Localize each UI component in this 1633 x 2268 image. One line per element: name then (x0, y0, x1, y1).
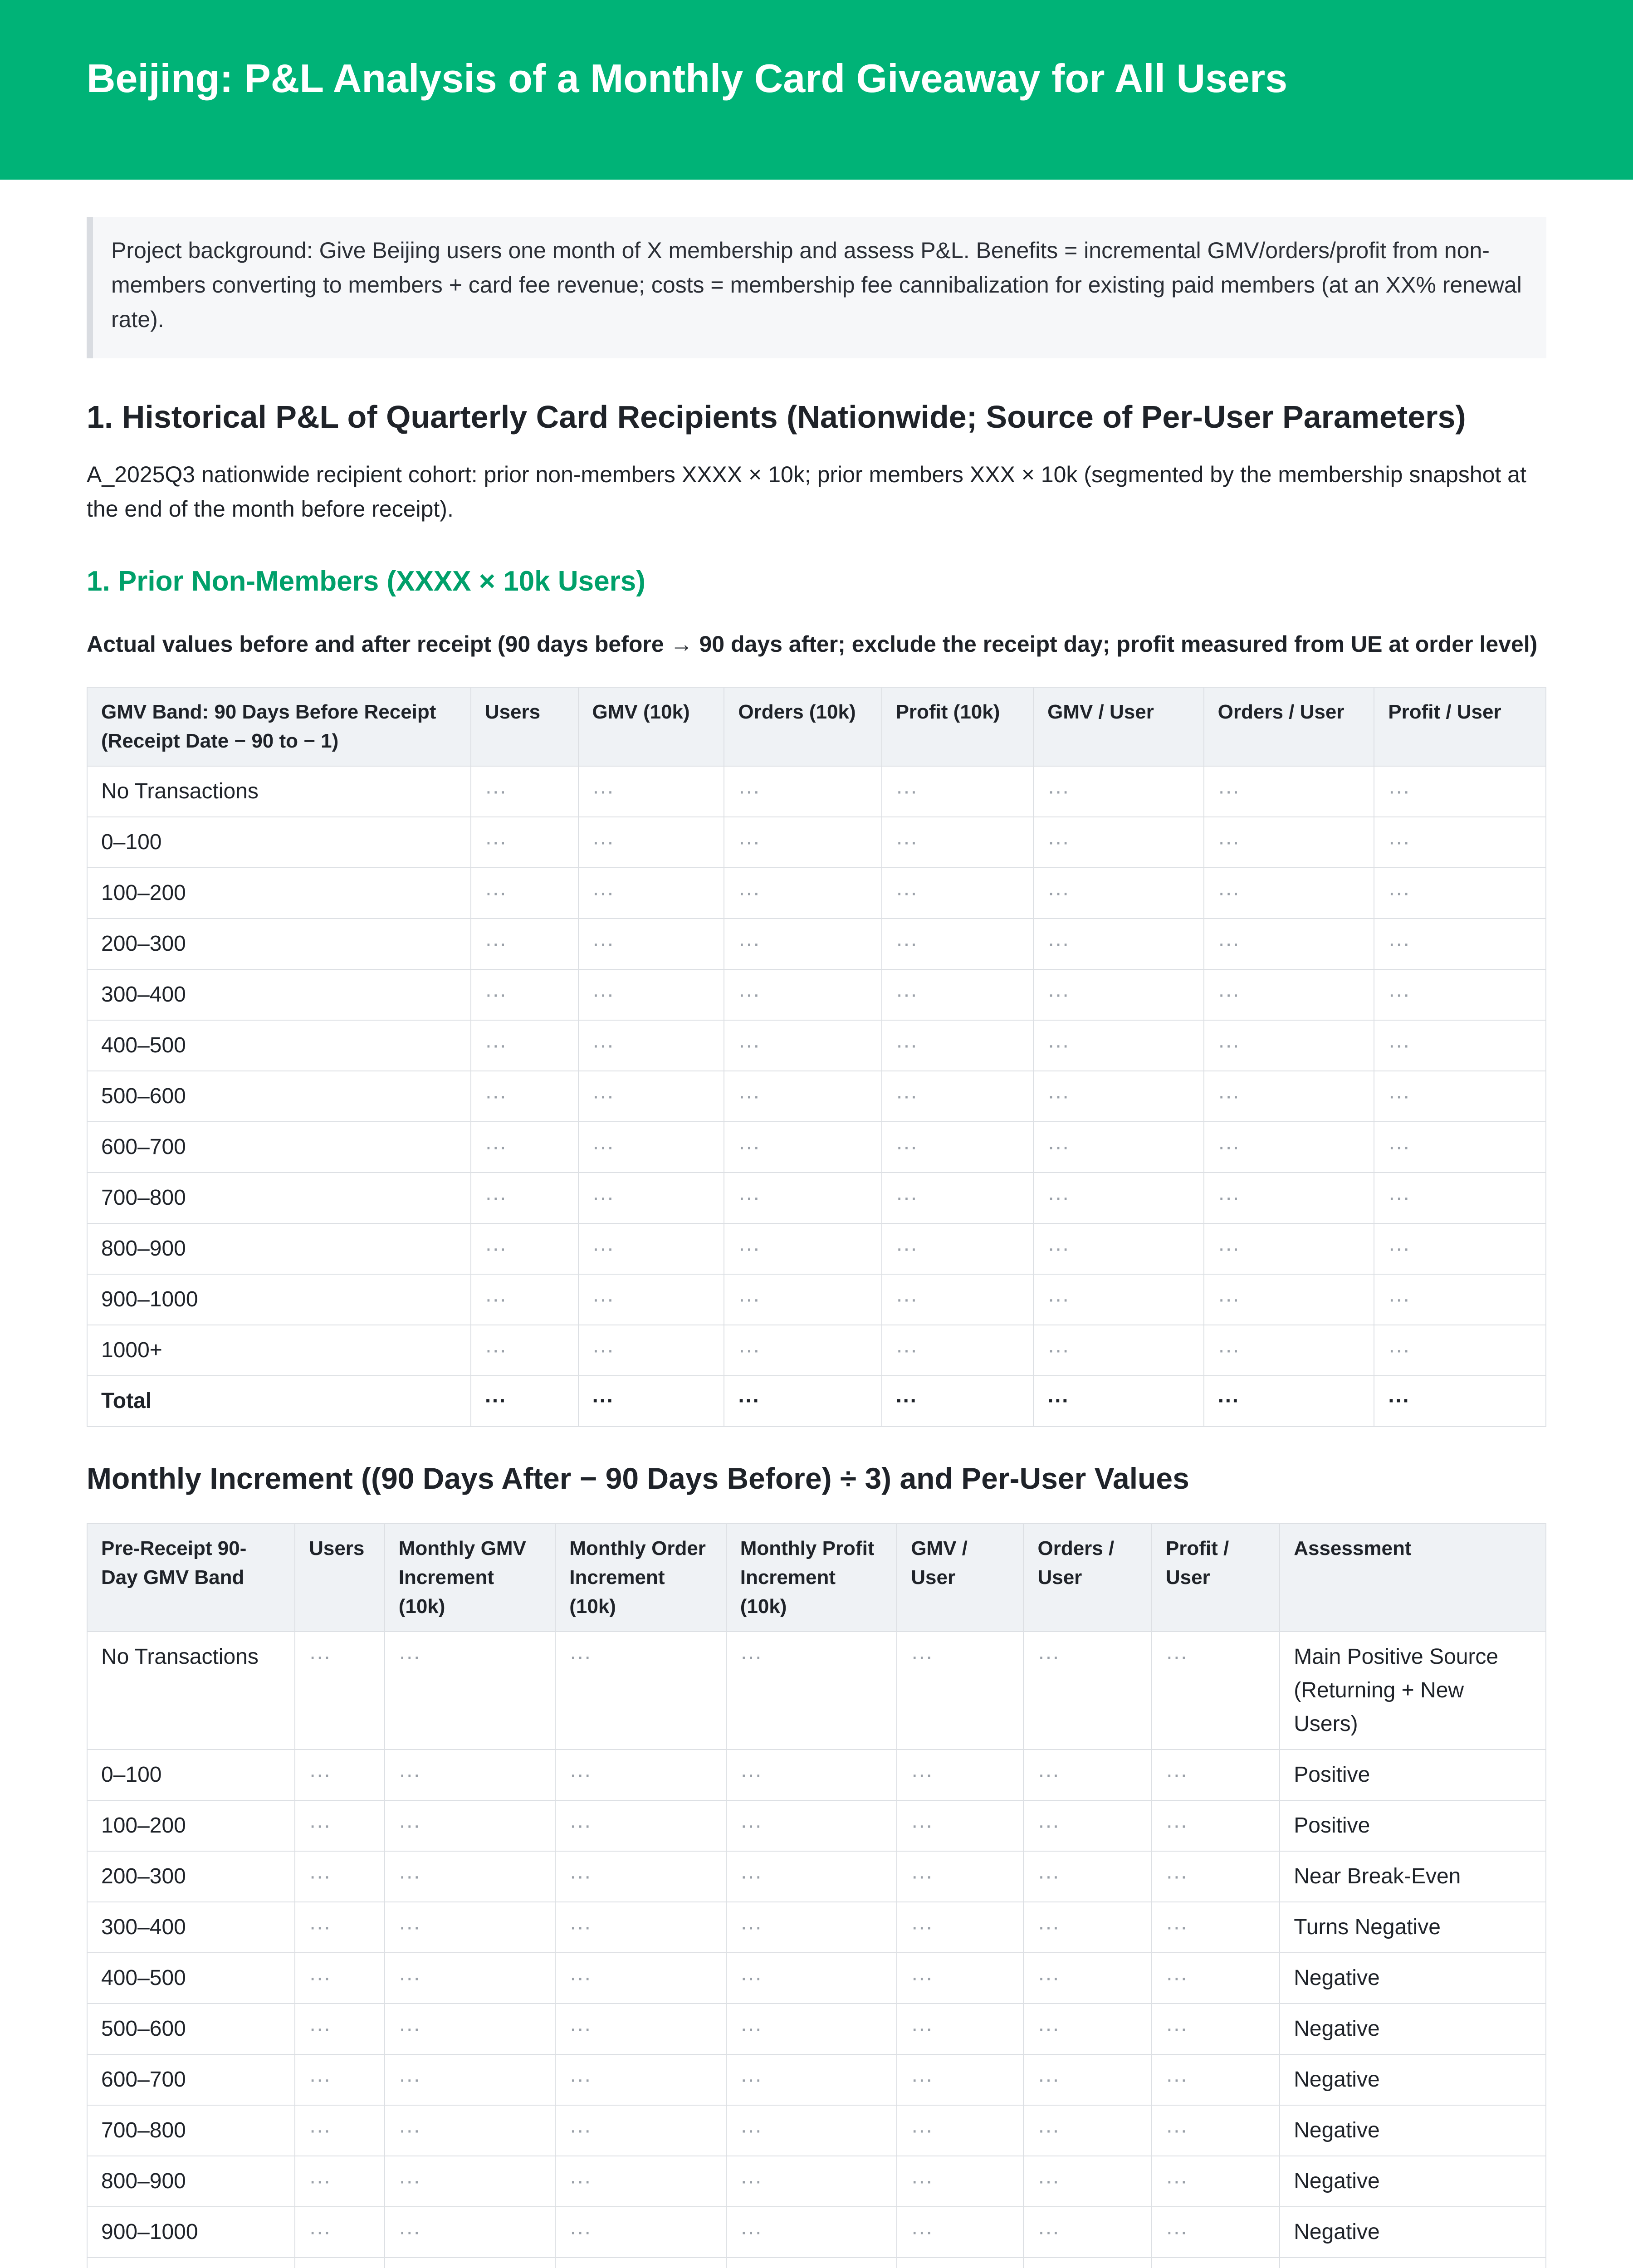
table-cell: ··· (724, 1376, 881, 1427)
table-cell: Negative (1280, 1953, 1546, 2004)
row-label-cell: 300–400 (87, 969, 471, 1020)
table-row (87, 1071, 1546, 1122)
page-title: Beijing: P&L Analysis of a Monthly Card Giveaway for All Users (87, 56, 1288, 101)
table-cell: ··· (1023, 2105, 1151, 2156)
table-cell: ··· (726, 2105, 897, 2156)
table-cell: ··· (555, 1800, 726, 1851)
table-cell: ··· (1152, 2105, 1280, 2156)
table-cell: ··· (882, 766, 1034, 817)
row-label-cell: No Transactions (87, 766, 471, 817)
table2-title: Monthly Increment ((90 Days After − 90 Days Before) ÷ 3) and Per-User Values (87, 1461, 1189, 1495)
row-label-cell: 600–700 (87, 1122, 471, 1173)
table-cell: ··· (555, 1632, 726, 1750)
table-cell: ··· (1033, 1274, 1204, 1325)
table-cell: ··· (724, 1020, 881, 1071)
table-header-row (87, 1524, 1546, 1632)
table-cell: ··· (1374, 1173, 1546, 1223)
table-cell: ··· (882, 1325, 1034, 1376)
table-cell: ··· (1033, 1020, 1204, 1071)
table-cell: ··· (726, 1800, 897, 1851)
table-cell: ··· (1023, 2054, 1151, 2105)
report-content (87, 180, 1546, 2268)
table-cell: ··· (882, 1376, 1034, 1427)
row-label-cell: 200–300 (87, 1851, 295, 1902)
column-header: GMV Band: 90 Days Before Receipt (Receipt Date − 90 to − 1) (87, 687, 471, 766)
table-cell: ··· (295, 1632, 385, 1750)
table-cell: ··· (897, 1902, 1023, 1953)
table-cell: ··· (726, 1750, 897, 1800)
table-cell: ··· (1152, 2156, 1280, 2207)
table-cell: ··· (1033, 1071, 1204, 1122)
table-cell: ··· (295, 2156, 385, 2207)
table-row (87, 2105, 1546, 2156)
table-cell: ··· (726, 1953, 897, 2004)
table-cell: ··· (295, 2207, 385, 2258)
table-cell: ··· (578, 1173, 724, 1223)
table-cell: ··· (295, 2105, 385, 2156)
table-row (87, 969, 1546, 1020)
table-cell: ··· (724, 1122, 881, 1173)
table-cell: ··· (578, 1122, 724, 1173)
table-cell: ··· (897, 1632, 1023, 1750)
table-cell: ··· (897, 1800, 1023, 1851)
table-cell: ··· (471, 868, 578, 919)
table-row (87, 1632, 1546, 1750)
table-cell: ··· (385, 2004, 556, 2054)
column-header: Orders / User (1204, 687, 1374, 766)
table-cell: ··· (578, 1071, 724, 1122)
table-cell: ··· (1023, 1800, 1151, 1851)
table-cell: ··· (1374, 1020, 1546, 1071)
table-cell: ··· (471, 817, 578, 868)
table-cell: ··· (1033, 969, 1204, 1020)
row-label-cell: 800–900 (87, 1223, 471, 1274)
row-label-cell: 900–1000 (87, 1274, 471, 1325)
table-cell: ··· (882, 1122, 1034, 1173)
table-cell: ··· (724, 1223, 881, 1274)
table-cell: ··· (1204, 1122, 1374, 1173)
table-cell (726, 2258, 897, 2268)
table-cell: ··· (1204, 919, 1374, 969)
table-cell: ··· (882, 868, 1034, 919)
table-cell: ··· (1374, 1122, 1546, 1173)
table-cell: Negative (1280, 2004, 1546, 2054)
table-cell: ··· (1023, 1902, 1151, 1953)
table-cell: ··· (1374, 817, 1546, 868)
row-label-cell: 700–800 (87, 1173, 471, 1223)
table-cell: ··· (1023, 2156, 1151, 2207)
table-cell: ··· (385, 2207, 556, 2258)
table-row (87, 817, 1546, 868)
table-cell: ··· (471, 766, 578, 817)
table-cell: ··· (882, 1223, 1034, 1274)
table-cell: ··· (578, 919, 724, 969)
table-cell: ··· (724, 1173, 881, 1223)
table-cell: ··· (471, 1325, 578, 1376)
table-cell: ··· (1033, 1223, 1204, 1274)
table-cell: ··· (295, 1800, 385, 1851)
table-cell: ··· (555, 2207, 726, 2258)
row-label-cell (87, 2258, 295, 2268)
table-cell: ··· (1204, 1325, 1374, 1376)
table-cell: ··· (555, 2004, 726, 2054)
column-header: Monthly Profit Increment (10k) (726, 1524, 897, 1632)
table-row (87, 1851, 1546, 1902)
table-cell: ··· (882, 1020, 1034, 1071)
nonmembers-heading: 1. Prior Non-Members (XXXX × 10k Users) (87, 566, 645, 597)
table-cell: ··· (1204, 1071, 1374, 1122)
table-cell: ··· (1023, 1632, 1151, 1750)
table-cell: ··· (726, 2156, 897, 2207)
table-cell: ··· (385, 2105, 556, 2156)
column-header: Users (295, 1524, 385, 1632)
table-cell: ··· (1033, 1173, 1204, 1223)
table-cell: ··· (882, 969, 1034, 1020)
column-header: Users (471, 687, 578, 766)
column-header: Profit / User (1374, 687, 1546, 766)
table-cell: ··· (1152, 1902, 1280, 1953)
column-header: Monthly GMV Increment (10k) (385, 1524, 556, 1632)
title-banner (0, 0, 1633, 180)
table-cell: ··· (471, 1376, 578, 1427)
table-cell: ··· (1204, 1274, 1374, 1325)
table-cell: ··· (1152, 1632, 1280, 1750)
row-label-cell: 800–900 (87, 2156, 295, 2207)
table-cell: ··· (295, 1953, 385, 2004)
table-cell: ··· (1033, 1376, 1204, 1427)
actual-values-table (87, 687, 1546, 1427)
monthly-increment-table (87, 1523, 1546, 2268)
table-cell: ··· (724, 1274, 881, 1325)
table-cell: ··· (882, 1274, 1034, 1325)
table-cell: Negative (1280, 2105, 1546, 2156)
table-cell: ··· (555, 2156, 726, 2207)
table-cell: ··· (1374, 1274, 1546, 1325)
table-cell: ··· (897, 2156, 1023, 2207)
row-label-cell: Total (87, 1376, 471, 1427)
row-label-cell: 900–1000 (87, 2207, 295, 2258)
table-cell (555, 2258, 726, 2268)
table-cell: Positive (1280, 1750, 1546, 1800)
table-cell: ··· (578, 1376, 724, 1427)
table-cell: ··· (1204, 969, 1374, 1020)
table-cell: Negative (1280, 2156, 1546, 2207)
table-row (87, 1953, 1546, 2004)
table-cell: ··· (471, 919, 578, 969)
row-label-cell: 400–500 (87, 1020, 471, 1071)
table-cell: ··· (1152, 1750, 1280, 1800)
table-cell: ··· (1023, 1750, 1151, 1800)
table-cell: ··· (1033, 817, 1204, 868)
table-cell: ··· (385, 1800, 556, 1851)
table-cell: ··· (726, 2054, 897, 2105)
table-row (87, 1902, 1546, 1953)
table1-title: Actual values before and after receipt (90 days before → 90 days after; exclude the receipt day; profit measured from UE at order level) (87, 631, 1538, 657)
table-cell: ··· (1374, 1376, 1546, 1427)
table-cell: ··· (1374, 919, 1546, 969)
column-header: Profit (10k) (882, 687, 1034, 766)
table-cell: ··· (385, 2054, 556, 2105)
table-cell: ··· (1374, 868, 1546, 919)
table-row (87, 1223, 1546, 1274)
table-cell: ··· (1204, 1376, 1374, 1427)
table-cell: ··· (1033, 1122, 1204, 1173)
table-cell: ··· (897, 2054, 1023, 2105)
table-cell: Negative (1280, 2054, 1546, 2105)
table-cell: ··· (1204, 817, 1374, 868)
table-cell: ··· (578, 766, 724, 817)
column-header: GMV / User (897, 1524, 1023, 1632)
table-cell: ··· (578, 1325, 724, 1376)
table-cell: ··· (1033, 766, 1204, 817)
table-cell: ··· (555, 1851, 726, 1902)
table-cell: ··· (471, 1020, 578, 1071)
table-cell: ··· (385, 1750, 556, 1800)
table-cell: ··· (897, 2207, 1023, 2258)
row-label-cell: 200–300 (87, 919, 471, 969)
table-row (87, 1020, 1546, 1071)
table-cell: ··· (1374, 766, 1546, 817)
table-cell: ··· (1152, 2207, 1280, 2258)
table-cell: ··· (295, 1902, 385, 1953)
table-cell: ··· (897, 2105, 1023, 2156)
table-cell: ··· (555, 2105, 726, 2156)
table-cell: ··· (295, 2004, 385, 2054)
table-cell: ··· (882, 919, 1034, 969)
table-cell: Positive (1280, 1800, 1546, 1851)
row-label-cell: No Transactions (87, 1632, 295, 1750)
table-cell: ··· (882, 1071, 1034, 1122)
table-cell: ··· (578, 1223, 724, 1274)
project-background-callout: Project background: Give Beijing users one month of X membership and assess P&L. Benefits = incremental GMV/orders/profit from non-members converting to members + card fee revenue; costs = membership fee cannibalization for existing paid members (at an XX% renewal rate). (87, 217, 1546, 358)
table-cell: ··· (1152, 1851, 1280, 1902)
table-cell: ··· (724, 868, 881, 919)
table-row (87, 1376, 1546, 1427)
table-cell: ··· (385, 1851, 556, 1902)
row-label-cell: 600–700 (87, 2054, 295, 2105)
table-cell: ··· (1023, 1953, 1151, 2004)
table-cell: ··· (897, 2004, 1023, 2054)
table-cell: ··· (1152, 1953, 1280, 2004)
table-cell: ··· (578, 1020, 724, 1071)
table-cell: ··· (385, 2156, 556, 2207)
table-row (87, 2004, 1546, 2054)
table-cell: ··· (897, 1851, 1023, 1902)
table-cell (1280, 2258, 1546, 2268)
row-label-cell: 300–400 (87, 1902, 295, 1953)
table-row (87, 1122, 1546, 1173)
table-cell: ··· (882, 817, 1034, 868)
table-cell (1023, 2258, 1151, 2268)
table-cell: ··· (724, 817, 881, 868)
column-header: Orders / User (1023, 1524, 1151, 1632)
table-row (87, 1800, 1546, 1851)
table-row (87, 2258, 1546, 2268)
row-label-cell: 1000+ (87, 1325, 471, 1376)
column-header: GMV (10k) (578, 687, 724, 766)
table-cell: ··· (555, 2054, 726, 2105)
table-cell: ··· (1204, 1223, 1374, 1274)
section-1-heading: 1. Historical P&L of Quarterly Card Recipients (Nationwide; Source of Per-User Parameters) (87, 399, 1466, 435)
row-label-cell: 0–100 (87, 817, 471, 868)
table-cell: ··· (1204, 1173, 1374, 1223)
table-cell: ··· (471, 1274, 578, 1325)
table-cell: Main Positive Source (Returning + New Users) (1280, 1632, 1546, 1750)
table-cell: ··· (726, 1632, 897, 1750)
table-cell: ··· (1033, 868, 1204, 919)
row-label-cell: 700–800 (87, 2105, 295, 2156)
table-row (87, 1750, 1546, 1800)
table-cell: ··· (726, 2207, 897, 2258)
table-header-row (87, 687, 1546, 766)
table-cell: ··· (882, 1173, 1034, 1223)
table-cell: ··· (578, 969, 724, 1020)
table-cell: ··· (578, 868, 724, 919)
table-cell: ··· (726, 2004, 897, 2054)
section-1-intro: A_2025Q3 nationwide recipient cohort: prior non-members XXXX × 10k; prior members XXX × 10k (segmented by the membership snapshot at the end of the month before receipt). (87, 462, 1526, 522)
table-cell: Near Break-Even (1280, 1851, 1546, 1902)
table-cell: ··· (1152, 2004, 1280, 2054)
table-cell: ··· (471, 1223, 578, 1274)
table-cell: ··· (295, 1851, 385, 1902)
row-label-cell: 100–200 (87, 1800, 295, 1851)
table-cell: ··· (1033, 919, 1204, 969)
actual-values-body (87, 766, 1546, 1427)
table-cell: ··· (555, 1902, 726, 1953)
row-label-cell: 500–600 (87, 2004, 295, 2054)
column-header: Pre-Receipt 90-Day GMV Band (87, 1524, 295, 1632)
row-label-cell: 100–200 (87, 868, 471, 919)
table-cell: ··· (1374, 1325, 1546, 1376)
table-cell: Negative (1280, 2207, 1546, 2258)
table-cell: ··· (385, 1953, 556, 2004)
table-cell: ··· (555, 1953, 726, 2004)
table-row (87, 2207, 1546, 2258)
monthly-increment-body (87, 1632, 1546, 2268)
table-cell: ··· (578, 1274, 724, 1325)
table-cell: ··· (385, 1632, 556, 1750)
table-cell: ··· (471, 969, 578, 1020)
table-cell: ··· (724, 919, 881, 969)
table-cell: ··· (1033, 1325, 1204, 1376)
column-header: Assessment (1280, 1524, 1546, 1632)
table-cell: ··· (1152, 1800, 1280, 1851)
column-header: Profit / User (1152, 1524, 1280, 1632)
table-cell: ··· (578, 817, 724, 868)
table-cell: ··· (1023, 2207, 1151, 2258)
table-cell (897, 2258, 1023, 2268)
table-row (87, 1325, 1546, 1376)
table-row (87, 868, 1546, 919)
table-cell: ··· (471, 1122, 578, 1173)
table-cell: ··· (1204, 868, 1374, 919)
table-row (87, 1173, 1546, 1223)
table-cell: ··· (1374, 1223, 1546, 1274)
table-cell: ··· (726, 1902, 897, 1953)
column-header: Monthly Order Increment (10k) (555, 1524, 726, 1632)
table-cell: ··· (724, 1325, 881, 1376)
table-cell: ··· (471, 1071, 578, 1122)
table-cell (385, 2258, 556, 2268)
table-cell: ··· (1374, 969, 1546, 1020)
table-cell: ··· (555, 1750, 726, 1800)
column-header: Orders (10k) (724, 687, 881, 766)
table-cell: ··· (1374, 1071, 1546, 1122)
table-cell: ··· (1023, 2004, 1151, 2054)
table-row (87, 1274, 1546, 1325)
table-cell: ··· (295, 1750, 385, 1800)
table-cell: ··· (724, 969, 881, 1020)
table-cell: ··· (726, 1851, 897, 1902)
table-cell: ··· (897, 1750, 1023, 1800)
table-cell: ··· (1023, 1851, 1151, 1902)
table-cell (1152, 2258, 1280, 2268)
row-label-cell: 400–500 (87, 1953, 295, 2004)
row-label-cell: 500–600 (87, 1071, 471, 1122)
table-cell: ··· (724, 1071, 881, 1122)
table-row (87, 919, 1546, 969)
table-row (87, 766, 1546, 817)
table-cell: ··· (897, 1953, 1023, 2004)
table-row (87, 2054, 1546, 2105)
table-cell: ··· (295, 2054, 385, 2105)
row-label-cell: 0–100 (87, 1750, 295, 1800)
table-cell: ··· (471, 1173, 578, 1223)
table-cell: ··· (385, 1902, 556, 1953)
column-header: GMV / User (1033, 687, 1204, 766)
table-cell: Turns Negative (1280, 1902, 1546, 1953)
table-row (87, 2156, 1546, 2207)
table-cell: ··· (724, 766, 881, 817)
table-cell: ··· (1204, 1020, 1374, 1071)
table-cell: ··· (1204, 766, 1374, 817)
table-cell: ··· (1152, 2054, 1280, 2105)
table-cell (295, 2258, 385, 2268)
